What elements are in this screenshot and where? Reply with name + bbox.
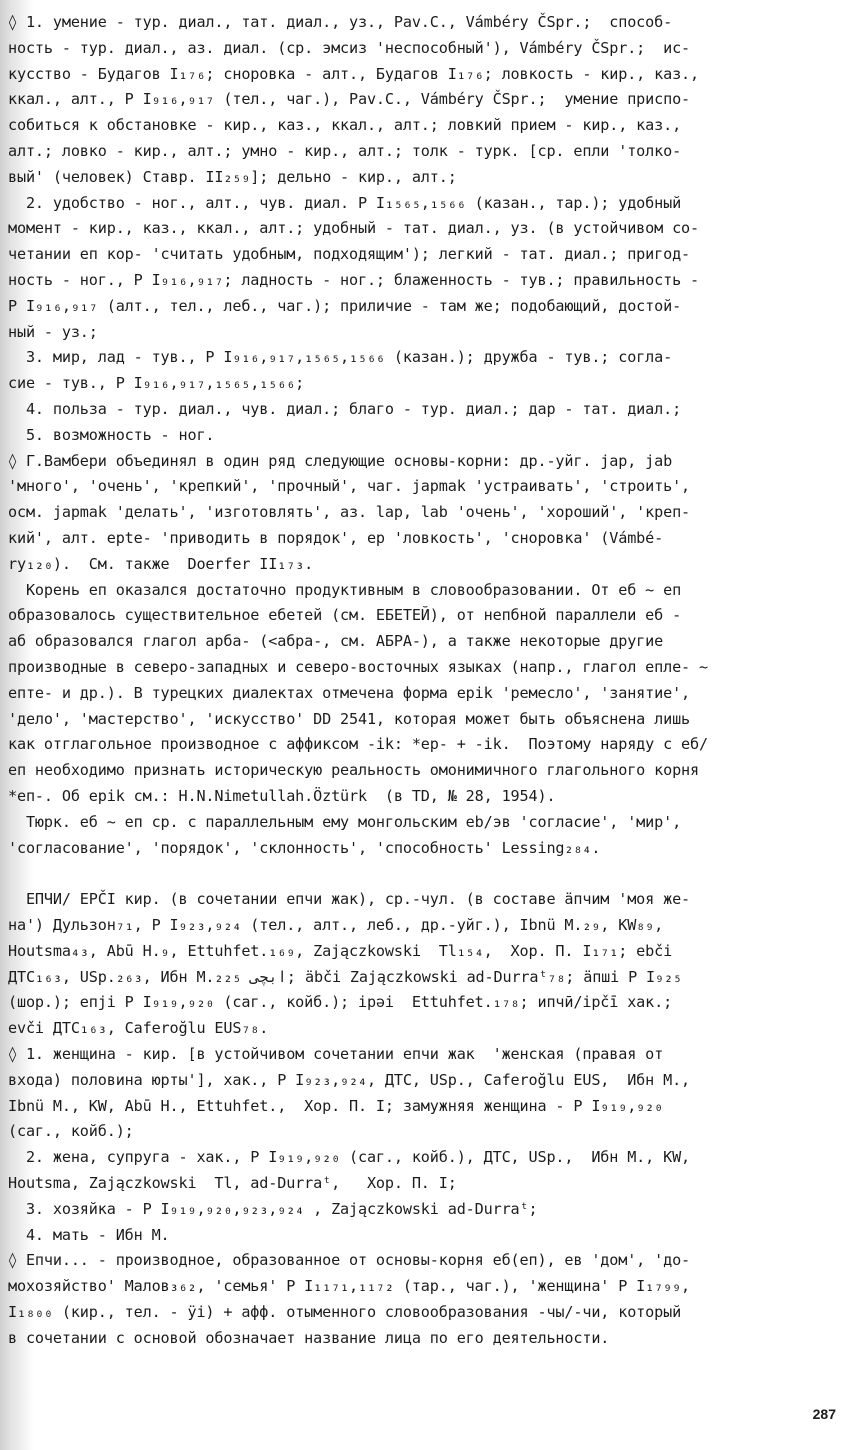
text-line: *еп-. Об epik см.: H.N.Nimetullah.Öztürk (в TD, № 28, 1954).: [8, 786, 556, 805]
text-line: Houtsma₄₃, Abū H.₉, Ettuhfet.₁₆₉, Zajączkowski Tl₁₅₄, Хор. П. I₁₇₁; ebči: [8, 941, 673, 960]
text-line: 'много', 'очень', 'крепкий', 'прочный', чаг. japmak 'устраивать', 'строить',: [8, 477, 691, 496]
entry-separator: [8, 861, 856, 887]
text-line: осм. japmak 'делать', 'изготовлять', аз. lap, lab 'очень', 'хороший', 'креп-: [8, 503, 691, 522]
text-line: в сочетании с основой обозначает название лица по его деятельности.: [8, 1328, 610, 1347]
text-line: 4. польза - тур. диал., чув. диал.; благо - тур. диал.; дар - тат. диал.;: [8, 399, 682, 418]
text-line: еп необходимо признать историческую реальность омонимичного глагольного корня: [8, 761, 700, 780]
text-line: алт.; ловко - кир., алт.; умно - кир., алт.; толк - турк. [ср. епли 'толко-: [8, 141, 682, 160]
text-line: епте- и др.). В турецких диалектах отмечена форма epik 'ремесло', 'занятие',: [8, 683, 691, 702]
dictionary-page: [8, 10, 856, 1420]
text-line: (саг., койб.);: [8, 1122, 134, 1141]
text-line: 5. возможность - ног.: [8, 425, 215, 444]
text-line: 3. мир, лад - тув., Р I₉₁₆,₉₁₇,₁₅₆₅,₁₅₆₆ (казан.); дружба - тув.; согла-: [8, 348, 673, 367]
entry-ep: [8, 10, 856, 861]
text-line: 2. удобство - ног., алт., чув. диал. Р I₁₅₆₅,₁₅₆₆ (казан., тар.); удобный: [8, 193, 682, 212]
text-line: Корень еп оказался достаточно продуктивным в словообразовании. От еб ~ еп: [8, 580, 682, 599]
text-line: 3. хозяйка - Р I₉₁₉,₉₂₀,₉₂₃,₉₂₄ , Zajączkowski ad-Durraᵗ;: [8, 1199, 538, 1218]
text-line: ность - ног., Р I₉₁₆,₉₁₇; ладность - ног.; блаженность - тув.; правильность -: [8, 270, 700, 289]
text-line: Ibnü M., KW, Abū H., Ettuhfet., Хор. П. I; замужняя женщина - Р I₉₁₉,₉₂₀: [8, 1096, 664, 1115]
text-line: 'согласование', 'порядок', 'склонность', 'способность' Lessing₂₈₄.: [8, 838, 601, 857]
text-line: кий', алт. epte- 'приводить в порядок', ep 'ловкость', 'сноровка' (Vámbé-: [8, 528, 664, 547]
text-line: evči ДТС₁₆₃, Caferoğlu EUS₇₈.: [8, 1019, 269, 1038]
page-number: 287: [812, 1406, 836, 1422]
text-line: ккал., алт., Р I₉₁₆,₉₁₇ (тел., чаг.), Pav.C., Vámbéry ČSpr.; умение приспо-: [8, 90, 691, 109]
text-line: ◊ Г.Вамбери объединял в один ряд следующие основы-корни: др.-уйг. jap, jab: [8, 451, 673, 470]
text-line: вый' (человек) Ставр. II₂₅₉]; дельно - кир., алт.;: [8, 167, 457, 186]
text-line: Тюрк. еб ~ еп ср. с параллельным ему монгольским eb/эв 'согласие', 'мир',: [8, 812, 682, 831]
text-line: ЕПЧИ/ ЕРČI кир. (в сочетании епчи жак), ср.-чул. (в составе ӓпчим 'моя же-: [8, 890, 691, 909]
text-line: 'дело', 'мастерство', 'искусство' DD 2541, которая может быть объяснена лишь: [8, 709, 691, 728]
text-line: момент - кир., каз., ккал., алт.; удобный - тат. диал., уз. (в устойчивом со-: [8, 219, 700, 238]
text-line: на') Дульзон₇₁, Р I₉₂₃,₉₂₄ (тел., алт., леб., др.-уйг.), Ibnü M.₂₉, KW₈₉,: [8, 916, 664, 935]
text-line: входа) половина юрты'], хак., Р I₉₂₃,₉₂₄, ДТС, USp., Caferoğlu EUS, Ибн М.,: [8, 1070, 691, 1089]
text-line: Р I₉₁₆,₉₁₇ (алт., тел., леб., чаг.); приличие - там же; подобающий, достой-: [8, 296, 682, 315]
text-line: ry₁₂₀). См. также Doerfer II₁₇₃.: [8, 554, 314, 573]
text-line: аб образовался глагол арба- (<абра-, см. АБРА-), а также некоторые другие: [8, 632, 664, 651]
entry-epchi: [8, 887, 856, 1351]
text-line: ◊ 1. женщина - кир. [в устойчивом сочетании епчи жак 'женская (правая от: [8, 1045, 664, 1064]
text-line: ДТС₁₆₃, USp.₂₆₃, Ибн М.₂₂₅ ابچى; äbči Zajączkowski ad-Durraᵗ₇₈; ӓпшi Р I₉₂₅: [8, 967, 682, 986]
text-line: четании еп кор- 'считать удобным, подходящим'); легкий - тат. диал.; пригод-: [8, 245, 691, 264]
text-line: кусство - Будагов I₁₇₆; сноровка - алт., Будагов I₁₇₆; ловкость - кир., каз.,: [8, 64, 700, 83]
text-line: ность - тур. диал., аз. диал. (ср. эмсиз 'неспособный'), Vámbéry ČSpr.; ис-: [8, 38, 691, 57]
text-line: ◊ 1. умение - тур. диал., тат. диал., уз., Pav.C., Vámbéry ČSpr.; способ-: [8, 13, 673, 31]
text-line: ◊ Епчи... - производное, образованное от основы-корня еб(еп), ев 'дом', 'до-: [8, 1251, 691, 1270]
text-line: I₁₈₀₀ (кир., тел. - ӱі) + афф. отыменного словообразования -чы/-чи, который: [8, 1303, 682, 1322]
text-line: образовалось существительное ебетей (см. ЕБЕТЕЙ), от непбной параллели еб -: [8, 606, 682, 625]
text-line: 2. жена, супруга - хак., Р I₉₁₉,₉₂₀ (саг., койб.), ДТС, USp., Ибн М., KW,: [8, 1148, 691, 1167]
text-line: ный - уз.;: [8, 322, 98, 341]
text-line: как отглагольное производное с аффиксом -ik: *ep- + -ik. Поэтому наряду с еб/: [8, 735, 708, 754]
text-line: производные в северо-западных и северо-восточных языках (напр., глагол епле- ~: [8, 657, 708, 676]
text-line: 4. мать - Ибн М.: [8, 1225, 170, 1244]
text-line: Houtsma, Zajączkowski Tl, ad-Durraᵗ, Хор. П. I;: [8, 1174, 457, 1193]
text-line: сие - тув., Р I₉₁₆,₉₁₇,₁₅₆₅,₁₅₆₆;: [8, 374, 305, 393]
text-line: мохозяйство' Малов₃₆₂, 'семья' Р I₁₁₇₁,₁₁₇₂ (тар., чаг.), 'женщина' Р I₁₇₉₉,: [8, 1277, 691, 1296]
text-line: собиться к обстановке - кир., каз., ккал., алт.; ловкий прием - кир., каз.,: [8, 116, 682, 135]
text-line: (шор.); епjі Р I₉₁₉,₉₂₀ (саг., койб.); ipǝi Ettuhfet.₁₇₈; ипчӣ/ipčī хак.;: [8, 993, 673, 1012]
